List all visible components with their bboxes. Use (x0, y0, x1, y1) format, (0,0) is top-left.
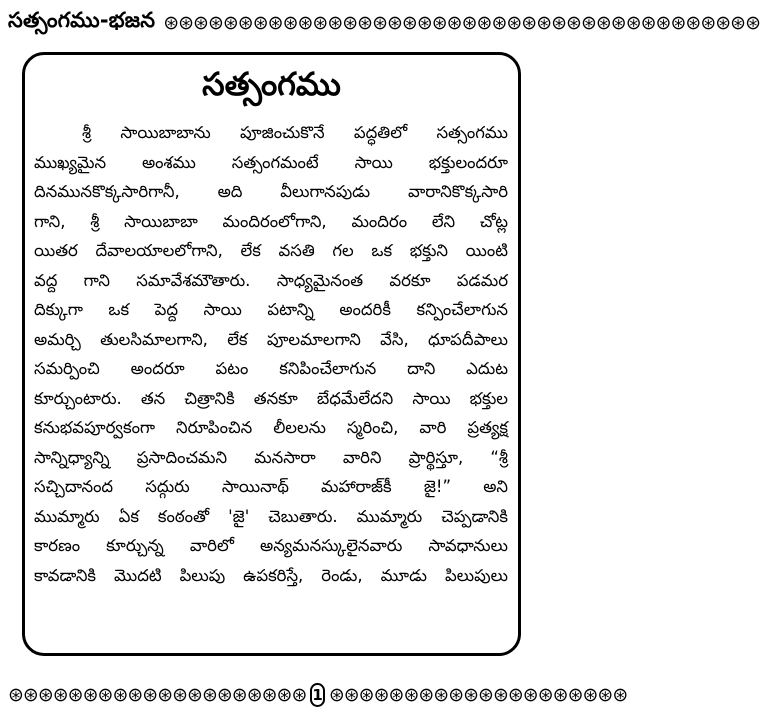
text-line: గాని, శ్రీ సాయిబాబా మందిరంలోగాని, మందిరం లేని చోట్ల (34, 211, 508, 231)
text-line: దిక్కుగా ఒక పెద్ద సాయి పటాన్ని అందరికీ కన్పించేలాగున (34, 300, 508, 319)
text-line: సమర్పించి అందరూ పటం కనిపించేలాగున దాని ఎదుట (34, 359, 508, 378)
page-footer (8, 680, 628, 710)
text-line: కనుభవపూర్వకంగా నిరూపించిన లీలలను స్మరించి, వారి ప్రత్యక్ష (34, 418, 508, 437)
text-line: వద్ద గాని సమావేశమౌతారు. సాధ్యమైనంత వరకూ పడమర (34, 270, 508, 290)
text-line: సచ్చిదానంద సద్గురు సాయినాథ్ మహారాజ్‌కీ జై!” అని (34, 477, 508, 496)
footer-ornament-right: ⊛⊛⊛⊛⊛⊛⊛⊛⊛⊛⊛⊛⊛⊛⊛⊛⊛⊛⊛⊛ (328, 684, 628, 706)
body-text (34, 118, 508, 590)
text-line: ముఖ్యమైన అంశము సత్సంగమంటే సాయి భక్తులందరూ (34, 152, 508, 172)
text-line: అమర్చి తులసిమాలగాని, లేక పూలమాలగాని వేసి, ధూపదీపాలు (34, 329, 508, 349)
running-header (8, 6, 760, 40)
page-number: 1 (310, 683, 324, 707)
text-line: కూర్చుంటారు. తన చిత్రానికి తనకూ బేధమేలేదని సాయి భక్తుల (34, 388, 508, 408)
text-line: శ్రీ సాయిబాబాను పూజించుకొనే పద్ధతిలో సత్సంగము (82, 123, 508, 142)
text-line: సాన్నిధ్యాన్ని ప్రసాదించమని మనసారా వారిని ప్రార్థిస్తూ, “శ్రీ (34, 447, 508, 467)
header-ornament: ⊛⊛⊛⊛⊛⊛⊛⊛⊛⊛⊛⊛⊛⊛⊛⊛⊛⊛⊛⊛⊛⊛⊛⊛⊛⊛⊛⊛⊛⊛⊛⊛⊛⊛⊛⊛⊛⊛⊛⊛ (163, 12, 760, 34)
text-line: దినమునకొక్కసారిగానీ, అది వీలుగానపుడు వారానికొక్కసారి (34, 182, 508, 201)
text-line: ముమ్మారు ఏక కంఠంతో 'జై' చెబుతారు. ముమ్మారు చెప్పడానికి (34, 506, 508, 526)
text-line: కావడానికి మొదటి పిలుపు ఉపకరిస్తే, రెండు, మూడు పిలుపులు (34, 565, 508, 585)
text-line: యితర దేవాలయాలలోగాని, లేక వసతి గల ఒక భక్తుని యింటి (34, 241, 508, 260)
footer-ornament-left: ⊛⊛⊛⊛⊛⊛⊛⊛⊛⊛⊛⊛⊛⊛⊛⊛⊛⊛⊛⊛ (8, 684, 307, 706)
running-title: సత్సంగము-భజన (8, 8, 156, 32)
text-line: కారణం కూర్చున్న వారిలో అన్యమనస్కులైనవారు సావధానులు (34, 536, 508, 555)
page-title: సత్సంగము (202, 65, 341, 103)
